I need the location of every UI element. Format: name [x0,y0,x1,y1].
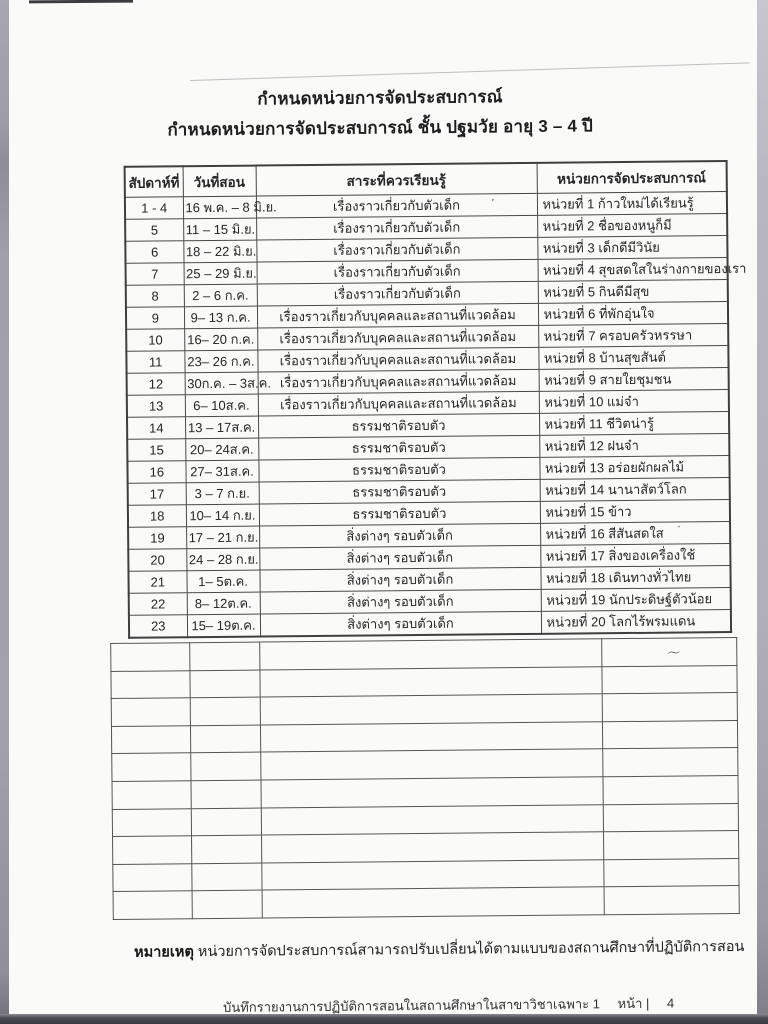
cell-topic: สิ่งต่างๆ รอบตัวเด็ก [260,611,541,636]
cell-topic: เรื่องราวเกี่ยวกับตัวเด็ก [256,237,537,262]
cell-date: 20– 24ส.ค. [185,438,258,461]
cell-topic: เรื่องราวเกี่ยวกับบุคคลและสถานที่แวดล้อม [257,303,538,328]
cell-date: 10– 14 ก.ย. [186,504,259,527]
cell-topic: เรื่องราวเกี่ยวกับบุคคลและสถานที่แวดล้อม [257,347,538,372]
cell-week: 7 [126,263,184,286]
cell-week: 9 [126,307,184,330]
cell-date: 2 – 6 ก.ค. [184,284,257,307]
cell-topic: เรื่องราวเกี่ยวกับตัวเด็ก [256,215,537,240]
cell-unit: หน่วยที่ 18 เดินทางทั่วไทย [540,566,730,590]
blank-cell [191,752,261,780]
cell-date: 30ก.ค. – 3ส.ค. [185,372,258,395]
cell-unit: หน่วยที่ 7 ครอบครัวหรรษา [538,324,728,348]
cell-date: 27– 31ส.ค. [185,460,258,483]
schedule-table-body [125,192,747,638]
cell-week: 21 [128,571,186,594]
blank-cell [603,803,738,832]
pen-mark: ’ [489,197,495,210]
blank-cell [604,831,739,860]
cell-week: 17 [128,483,186,506]
pen-mark: ˇ [676,524,683,535]
cell-unit: หน่วยที่ 2 ชื่อของหนูก็มี [537,214,727,238]
cell-week: 23 [129,615,187,638]
blank-cell [192,863,262,891]
blank-cell [261,804,603,835]
cell-topic: สิ่งต่างๆ รอบตัวเด็ก [260,589,541,614]
remark-text: หน่วยการจัดประสบการณ์สามารถปรับเปลี่ยนได้ตามแบบของสถานศึกษาที่ปฏิบัติการสอน [193,938,745,961]
cell-topic: สิ่งต่างๆ รอบตัวเด็ก [259,567,540,592]
blank-cell [112,808,191,836]
header-topic: สาระที่ควรเรียนรู้ [256,163,537,196]
cell-topic: ธรรมชาติรอบตัว [258,435,539,460]
cell-topic: ธรรมชาติรอบตัว [258,413,539,438]
cell-date: 25 – 29 มิ.ย. [184,262,257,285]
cell-unit: หน่วยที่ 6 ที่พักอุ่นใจ [538,302,728,326]
blank-cell [111,670,190,698]
blank-cell [261,749,603,780]
blank-cell [260,722,602,753]
remark-note [134,935,745,964]
header-date: วันที่สอน [183,166,256,197]
cell-unit: หน่วยที่ 5 กินดีมีสุข [538,280,728,304]
blank-cell [262,832,604,863]
blank-cell [190,670,260,698]
blank-cell [602,665,737,694]
cell-topic: สิ่งต่างๆ รอบตัวเด็ก [259,523,540,548]
cell-topic: เรื่องราวเกี่ยวกับบุคคลและสถานที่แวดล้อม [258,391,539,416]
blank-row [113,886,739,920]
blank-cell [602,720,737,749]
cell-week: 13 [127,395,185,418]
blank-notes-table [110,637,740,920]
blank-cell [192,890,262,918]
blank-cell [260,639,602,670]
cell-unit: หน่วยที่ 9 สายใยชุมชน [539,368,729,392]
blank-cell [111,698,190,726]
header-week: สัปดาห์ที่ [125,166,183,197]
cell-unit: หน่วยที่ 10 แม่จ๋า [539,390,729,414]
cell-date: 24 – 28 ก.ย. [186,548,259,571]
blank-cell [111,643,190,671]
header-unit: หน่วยการจัดประสบการณ์ [537,161,727,193]
cell-date: 17 – 21 ก.ย. [186,526,259,549]
cell-unit: หน่วยที่ 4 สุขสดใสในร่างกายของเรา [538,258,728,282]
cell-date: 3 – 7 ก.ย. [186,482,259,505]
blank-cell [602,693,737,722]
blank-cell [262,887,604,918]
blank-cell [113,863,192,891]
cell-week: 1 - 4 [125,197,183,220]
cell-topic: สิ่งต่างๆ รอบตัวเด็ก [259,545,540,570]
schedule-table [124,160,747,639]
cell-date: 15– 19ต.ค. [187,614,260,637]
remark-label: หมายเหตุ [134,944,194,961]
cell-topic: เรื่องราวเกี่ยวกับบุคคลและสถานที่แวดล้อม [258,369,539,394]
blank-cell [190,725,260,753]
blank-cell [192,835,262,863]
blank-cell [603,775,738,804]
page-footer [155,992,743,1019]
blank-table-body [111,637,740,919]
cell-date: 23– 26 ก.ค. [184,350,257,373]
cell-week: 20 [128,549,186,572]
document-title: กำหนดหน่วยการจัดประสบการณ์ [257,87,503,109]
cell-week: 11 [126,351,184,374]
cell-date: 18 – 22 มิ.ย. [183,240,256,263]
cell-date: 6– 10ส.ค. [185,394,258,417]
blank-cell [112,753,191,781]
cell-unit: หน่วยที่ 12 ฝนจ๋า [539,434,729,458]
footer-page-number: 4 [666,995,675,1011]
cell-date: 11 – 15 มิ.ย. [183,218,256,241]
cell-week: 16 [127,461,185,484]
cell-unit: หน่วยที่ 1 ก้าวใหม่ได้เรียนรู้ [537,192,727,216]
blank-cell [604,886,739,915]
blank-cell [603,748,738,777]
cell-topic: ธรรมชาติรอบตัว [258,457,539,482]
cell-topic: เรื่องราวเกี่ยวกับตัวเด็ก [257,281,538,306]
cell-unit: หน่วยที่ 19 นักประดิษฐ์ตัวน้อย [541,588,731,612]
cell-date: 13 – 17ส.ค. [185,416,258,439]
blank-cell [260,694,602,725]
cell-unit: หน่วยที่ 13 อร่อยผักผลไม้ [539,456,729,480]
cell-unit: หน่วยที่ 3 เด็กดีมีวินัย [537,236,727,260]
blank-cell [112,781,191,809]
cell-week: 15 [127,439,185,462]
cell-unit: หน่วยที่ 11 ชีวิตน่ารู้ [539,412,729,436]
blank-cell [113,891,192,919]
cell-topic: ธรรมชาติรอบตัว [259,479,540,504]
blank-cell [604,858,739,887]
cell-week: 8 [126,285,184,308]
blank-cell [111,725,190,753]
cell-date: 9– 13 ก.ค. [184,306,257,329]
cell-date: 16 พ.ค. – 8 มิ.ย. [183,196,256,219]
cell-week: 19 [128,527,186,550]
cell-topic: เรื่องราวเกี่ยวกับตัวเด็ก [257,259,538,284]
footer-page-label: หน้า | [617,995,650,1012]
document-subtitle: กำหนดหน่วยการจัดประสบการณ์ ชั้น ปฐมวัย อายุ 3 – 4 ปี [167,116,594,140]
cell-unit: หน่วยที่ 16 สีสันสดใส [540,522,730,546]
cell-topic: เรื่องราวเกี่ยวกับบุคคลและสถานที่แวดล้อม [257,325,538,350]
cell-week: 6 [125,241,183,264]
cell-date: 1– 5ต.ค. [186,570,259,593]
cell-topic: เรื่องราวเกี่ยวกับตัวเด็ก [256,193,537,218]
cell-date: 8– 12ต.ค. [187,592,260,615]
cell-date: 16– 20 ก.ค. [184,328,257,351]
cell-week: 18 [128,505,186,528]
cell-unit: หน่วยที่ 14 นานาสัตว์โลก [540,478,730,502]
cell-topic: ธรรมชาติรอบตัว [259,501,540,526]
blank-cell [262,860,604,891]
cell-week: 5 [125,219,183,242]
pen-mark: 〜 [666,644,680,662]
cell-week: 12 [127,373,185,396]
cell-unit: หน่วยที่ 17 สิ่งของเครื่องใช้ [540,544,730,568]
blank-cell [190,697,260,725]
cell-unit: หน่วยที่ 20 โลกไร้พรมแดน [541,610,731,634]
cell-unit: หน่วยที่ 15 ข้าว [540,500,730,524]
blank-cell [190,642,260,670]
blank-cell [191,780,261,808]
blank-cell [113,836,192,864]
blank-cell [260,666,602,697]
cell-unit: หน่วยที่ 8 บ้านสุขสันต์ [538,346,728,370]
cell-week: 14 [127,417,185,440]
blank-cell [261,777,603,808]
footer-text: บันทึกรายงานการปฏิบัติการสอนในสถานศึกษาในสาขาวิชาเฉพาะ 1 [223,996,601,1015]
blank-cell [191,808,261,836]
cell-week: 22 [129,593,187,616]
cell-week: 10 [126,329,184,352]
